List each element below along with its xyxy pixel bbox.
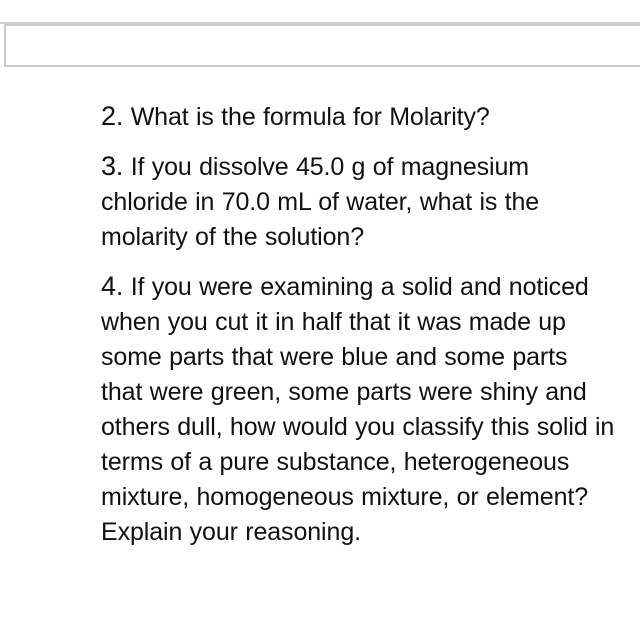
question-3 [101,149,616,255]
question-2-number: 2. [101,101,124,131]
question-2-text: What is the formula for Molarity? [130,103,490,131]
question-3-number: 3. [101,151,124,181]
top-window-border [0,0,640,24]
question-2 [101,99,616,135]
question-4-text: If you were examining a solid and noticed when you cut it in half that it was made up some parts that were blue and some parts that were green, some parts were shiny and others dull, how would you classify this solid in terms of a pure substance, heterogeneous mixture, homogeneous mixture, or element? Explain your reasoning. [101,273,615,546]
empty-answer-box[interactable] [4,24,640,67]
question-4-number: 4. [101,271,124,301]
question-3-text: If you dissolve 45.0 g of magnesium chloride in 70.0 mL of water, what is the molarity of the solution? [101,153,540,251]
question-list [101,99,616,550]
question-4 [101,269,616,550]
